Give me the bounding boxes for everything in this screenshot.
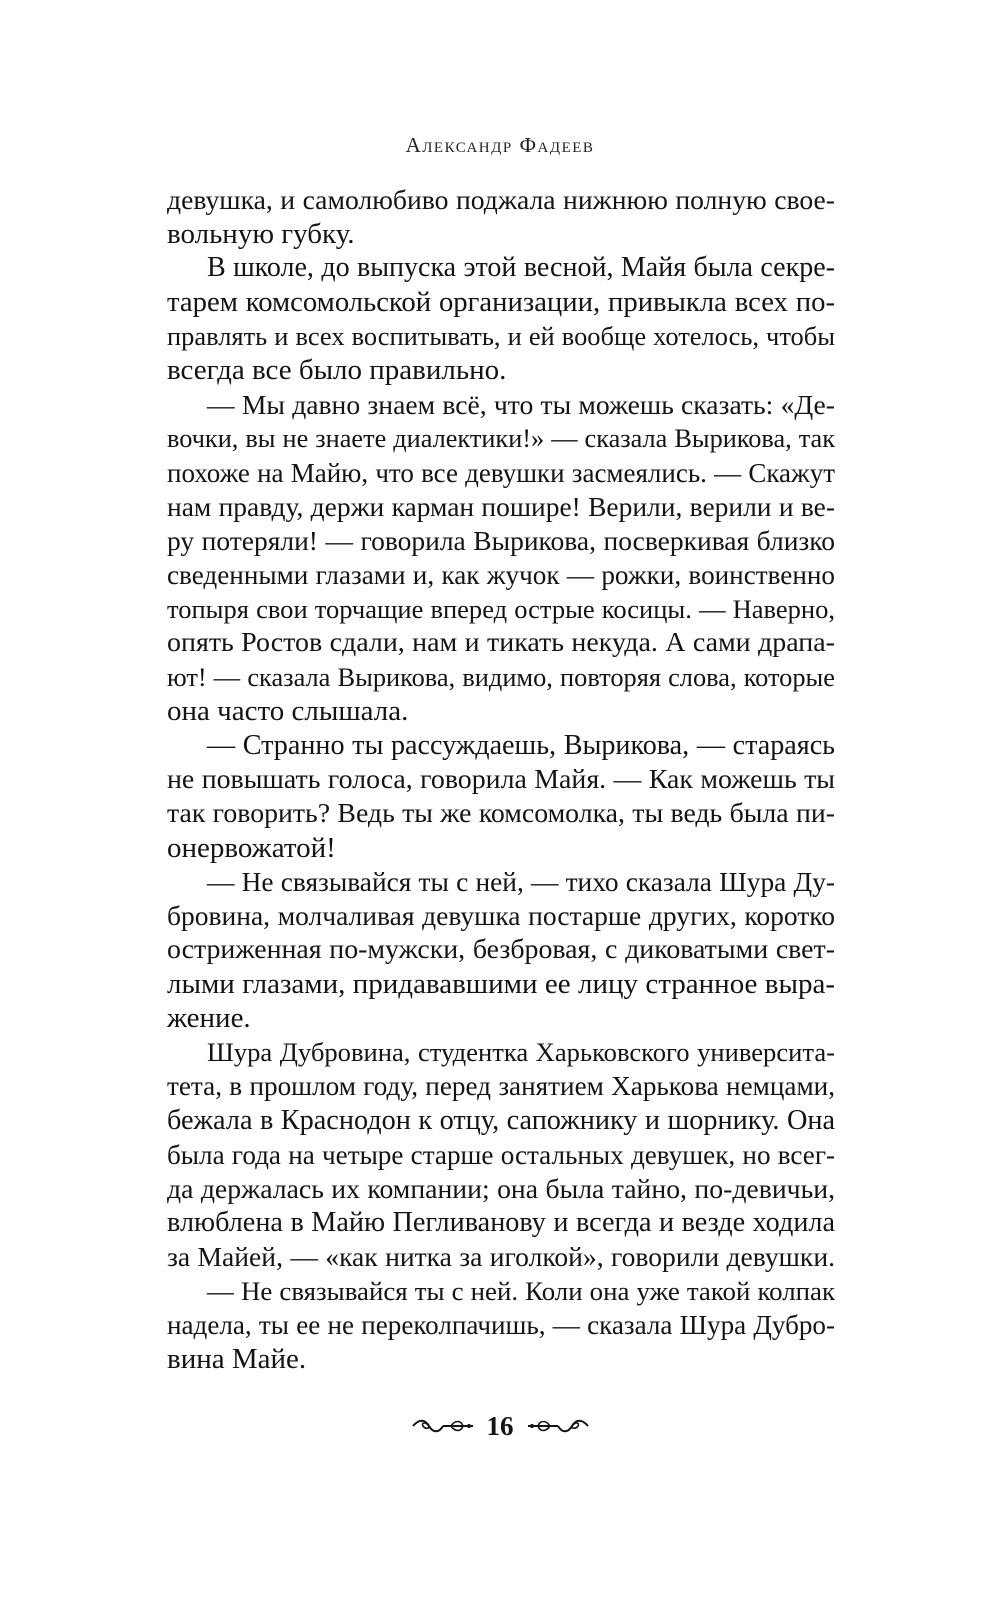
text-line: ют! — сказала Вырикова, видимо, повторяя слова, которые: [167, 662, 835, 693]
text-line: — Странно ты рассуждаешь, Вырикова, — стараясь: [207, 729, 835, 761]
text-line: В школе, до выпуска этой весной, Майя была секре-: [207, 252, 835, 284]
text-line: онервожатой!: [167, 831, 336, 864]
text-line: топыря свои торчащие вперед острые косицы. — Наверно,: [167, 594, 835, 625]
flourish-left-icon: [411, 1415, 475, 1437]
text-line: влюблена в Майю Пегливанову и всегда и везде ходила: [167, 1206, 835, 1238]
text-line: нам правду, держи карман пошире! Верили, верили и ве-: [167, 491, 835, 522]
text-line: надела, ты ее не переколпачишь, — сказала Шура Дубро-: [167, 1310, 835, 1341]
text-line: так говорить? Ведь ты же комсомолка, ты ведь была пи-: [167, 797, 835, 829]
text-line: остриженная по-мужски, безбровая, с диковатыми свет-: [167, 934, 835, 966]
text-line: всегда все было правильно.: [167, 354, 507, 387]
text-line: была года на четыре старше остальных девушек, но всег-: [167, 1139, 835, 1170]
flourish-right-icon: [526, 1415, 590, 1437]
text-line: бровина, молчаливая девушка постарше других, коротко: [167, 899, 835, 931]
text-line: девушка, и самолюбиво поджала нижнюю полную свое-: [167, 184, 835, 215]
text-line: лыми глазами, придававшими ее лицу странное выра-: [167, 968, 835, 1001]
text-line: сведенными глазами и, как жучок — рожки, воинственно: [167, 560, 835, 591]
text-line: бежала в Краснодон к отцу, сапожнику и шорнику. Она: [167, 1104, 835, 1136]
text-line: опять Ростов сдали, нам и тикать некуда. А сами драпа-: [167, 627, 835, 659]
text-line: вочки, вы не знаете диалектики!» — сказала Вырикова, так: [167, 423, 835, 453]
text-line: не повышать голоса, говорила Майя. — Как можешь ты: [167, 763, 835, 795]
text-line: похоже на Майю, что все девушки засмеялись. — Скажут: [167, 457, 835, 488]
text-line: — Мы давно знаем всё, что ты можешь сказать: «Де-: [207, 388, 835, 420]
text-line: да держалась их компании; она была тайно, по-девичьи,: [167, 1172, 835, 1204]
text-line: она часто слышала.: [167, 695, 409, 728]
page-number: 16: [486, 1410, 514, 1441]
text-line: правлять и всех воспитывать, и ей вообще хотелось, чтобы: [167, 321, 835, 352]
running-head-author: Александр Фадеев: [405, 133, 595, 157]
page-folio: [0, 1406, 1000, 1446]
text-line: жение.: [167, 1002, 251, 1035]
text-line: тета, в прошлом году, перед занятием Харькова немцами,: [167, 1071, 835, 1102]
text-line: ру потеряли! — говорила Вырикова, посверкивая близко: [167, 524, 835, 556]
text-line: — Не связывайся ты с ней. Коли она уже такой колпак: [207, 1276, 835, 1306]
text-line: Шура Дубровина, студентка Харьковского университа-: [207, 1037, 835, 1068]
text-line: — Не связывайся ты с ней, — тихо сказала Шура Ду-: [207, 866, 835, 897]
body-text: [167, 183, 835, 1376]
text-line: тарем комсомольской организации, привыкла всех по-: [167, 286, 835, 319]
text-line: за Майей, — «как нитка за иголкой», говорили девушки.: [167, 1240, 835, 1272]
text-line: вина Майе.: [167, 1343, 307, 1376]
text-line: вольную губку.: [167, 218, 355, 251]
